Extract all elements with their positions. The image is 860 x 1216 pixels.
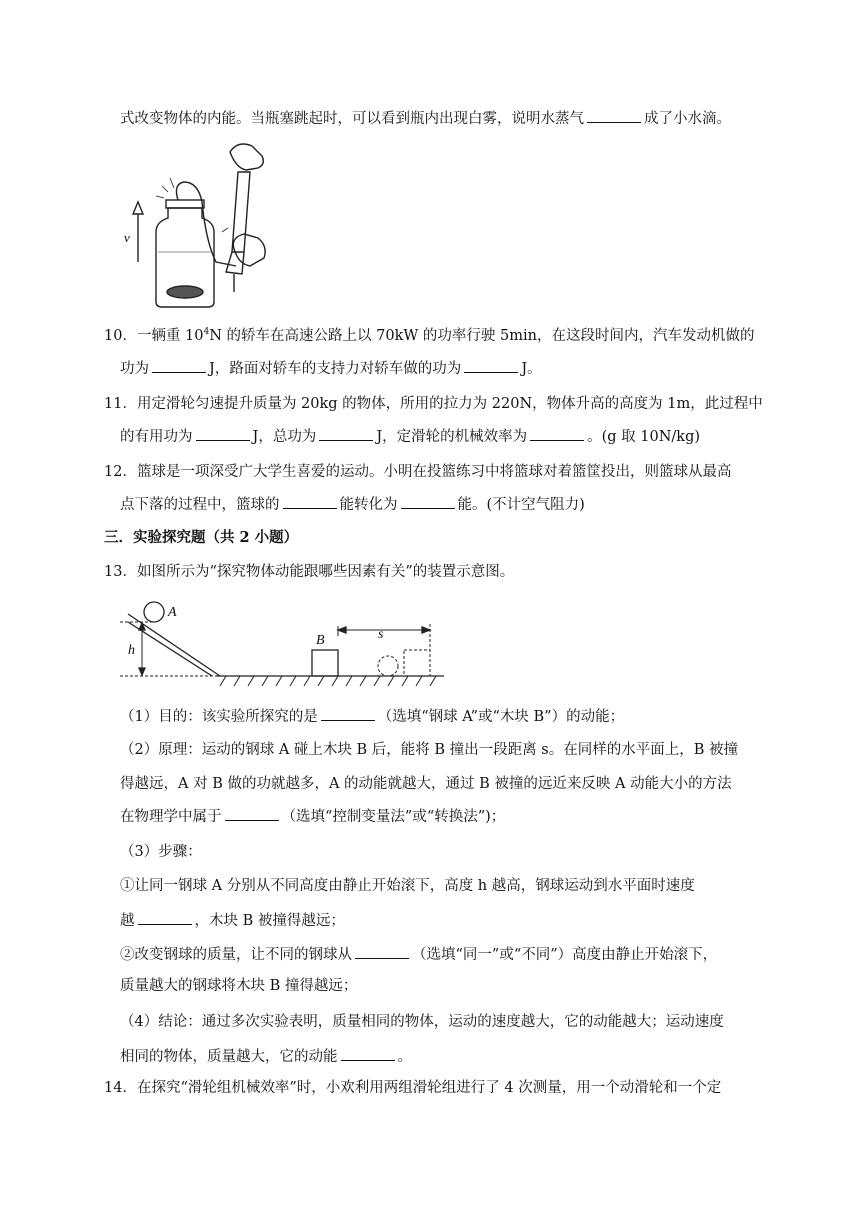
q13-part2-c	[120, 806, 505, 827]
answer-blank[interactable]	[401, 494, 455, 509]
answer-blank[interactable]	[587, 108, 641, 123]
answer-blank[interactable]	[321, 706, 375, 721]
q13-step1-a: ①让同一钢球 A 分别从不同高度由静止开始滚下，高度 h 越高，钢球运动到水平面时速度	[120, 878, 695, 894]
q9-line	[120, 108, 731, 129]
answer-blank[interactable]	[341, 1046, 395, 1061]
height-label: h	[128, 643, 135, 658]
q9-text-end: 成了小水滴。	[644, 111, 731, 127]
q10-line-a	[104, 326, 754, 346]
q10-exponent: 4	[203, 327, 210, 337]
q13-intro: 13．如图所示为“探究物体动能跟哪些因素有关”的装置示意图。	[104, 564, 515, 580]
q10-text-5: J。	[521, 361, 542, 377]
distance-label: s	[378, 627, 384, 642]
q13-text-10: 。	[397, 1049, 412, 1065]
q13-step2-a	[120, 944, 717, 965]
q11-text-4: 。(g 取 10N/kg)	[587, 429, 701, 445]
answer-blank[interactable]	[355, 944, 409, 959]
q13-text-5: 越	[120, 913, 135, 929]
q10-text-3: 功为	[120, 361, 149, 377]
q13-text-7: ②改变钢球的质量，让不同的钢球从	[120, 947, 352, 963]
q12-text-3: 能。(不计空气阻力)	[457, 497, 585, 513]
q13-text-8: （选填“同一”或“不同”）高度由静止开始滚下，	[412, 947, 718, 963]
q12-text-2: 能转化为	[339, 497, 398, 513]
q12-line-b	[120, 494, 585, 515]
q13-part2-a: （2）原理：运动的钢球 A 碰上木块 B 后，能将 B 撞出一段距离 s。在同样的水平面上，B 被撞	[120, 742, 738, 758]
q10-text-4: J，路面对轿车的支持力对轿车做的功为	[209, 361, 462, 377]
q13-text-6: ，木块 B 被撞得越远；	[194, 913, 345, 929]
q13-part3: （3）步骤：	[120, 844, 202, 860]
section-title: 三．实验探究题（共 2 小题）	[104, 529, 299, 546]
q10-line-b	[120, 358, 542, 379]
q12-line-a: 12．篮球是一项深受广大学生喜爱的运动。小明在投篮练习中将篮球对着篮筐投出，则篮球从最高	[104, 464, 732, 480]
ball-label: A	[168, 605, 177, 620]
answer-blank[interactable]	[225, 806, 279, 821]
q13-text-3: 在物理学中属于	[120, 809, 222, 825]
ramp-experiment-figure	[116, 592, 446, 692]
q11-line-a: 11．用定滑轮匀速提升质量为 20kg 的物体，所用的拉力为 220N，物体升高的高度为 1m，此过程中	[104, 396, 763, 412]
answer-blank[interactable]	[319, 426, 373, 441]
q10-text-2: N 的轿车在高速公路上以 70kW 的功率行驶 5min，在这段时间内，汽车发动机做的	[209, 328, 755, 344]
q11-text-3: J，定滑轮的机械效率为	[376, 429, 528, 445]
q13-step2-b: 质量越大的钢球将木块 B 撞得越远；	[120, 978, 358, 994]
q13-part2-b: 得越远，A 对 B 做的功就越多，A 的动能就越大，通过 B 被撞的远近来反映 A 动能大小的方法	[120, 776, 732, 792]
q14-line-a: 14．在探究“滑轮组机械效率”时，小欢利用两组滑轮组进行了 4 次测量，用一个动滑轮和一个定	[104, 1080, 722, 1096]
q13-text: （1）目的：该实验所探究的是	[120, 709, 318, 725]
answer-blank[interactable]	[196, 426, 250, 441]
q13-part1	[120, 706, 624, 727]
q11-line-b	[120, 426, 700, 447]
answer-blank[interactable]	[464, 358, 518, 373]
block-label: B	[316, 633, 325, 648]
q11-text-2: J，总功为	[252, 429, 317, 445]
q13-text-4: （选填“控制变量法”或“转换法”)；	[281, 809, 506, 825]
q9-text: 式改变物体的内能。当瓶塞跳起时，可以看到瓶内出现白雾，说明水蒸气	[120, 111, 584, 127]
q11-text: 的有用功为	[120, 429, 193, 445]
velocity-label: v	[124, 230, 130, 245]
answer-blank[interactable]	[138, 910, 192, 925]
answer-blank[interactable]	[530, 426, 584, 441]
answer-blank[interactable]	[152, 358, 206, 373]
q10-text: 10．一辆重 10	[104, 328, 204, 344]
q13-part4-a: （4）结论：通过多次实验表明，质量相同的物体，运动的速度越大，它的动能越大；运动速度	[120, 1014, 724, 1030]
q13-text-2: （选填“钢球 A”或“木块 B”）的动能；	[377, 709, 625, 725]
answer-blank[interactable]	[283, 494, 337, 509]
q13-part4-b	[120, 1046, 412, 1067]
q13-text-9: 相同的物体，质量越大，它的动能	[120, 1049, 338, 1065]
q13-step1-b	[120, 910, 345, 931]
pump-bottle-figure	[118, 142, 278, 312]
q12-text: 点下落的过程中，篮球的	[120, 497, 280, 513]
